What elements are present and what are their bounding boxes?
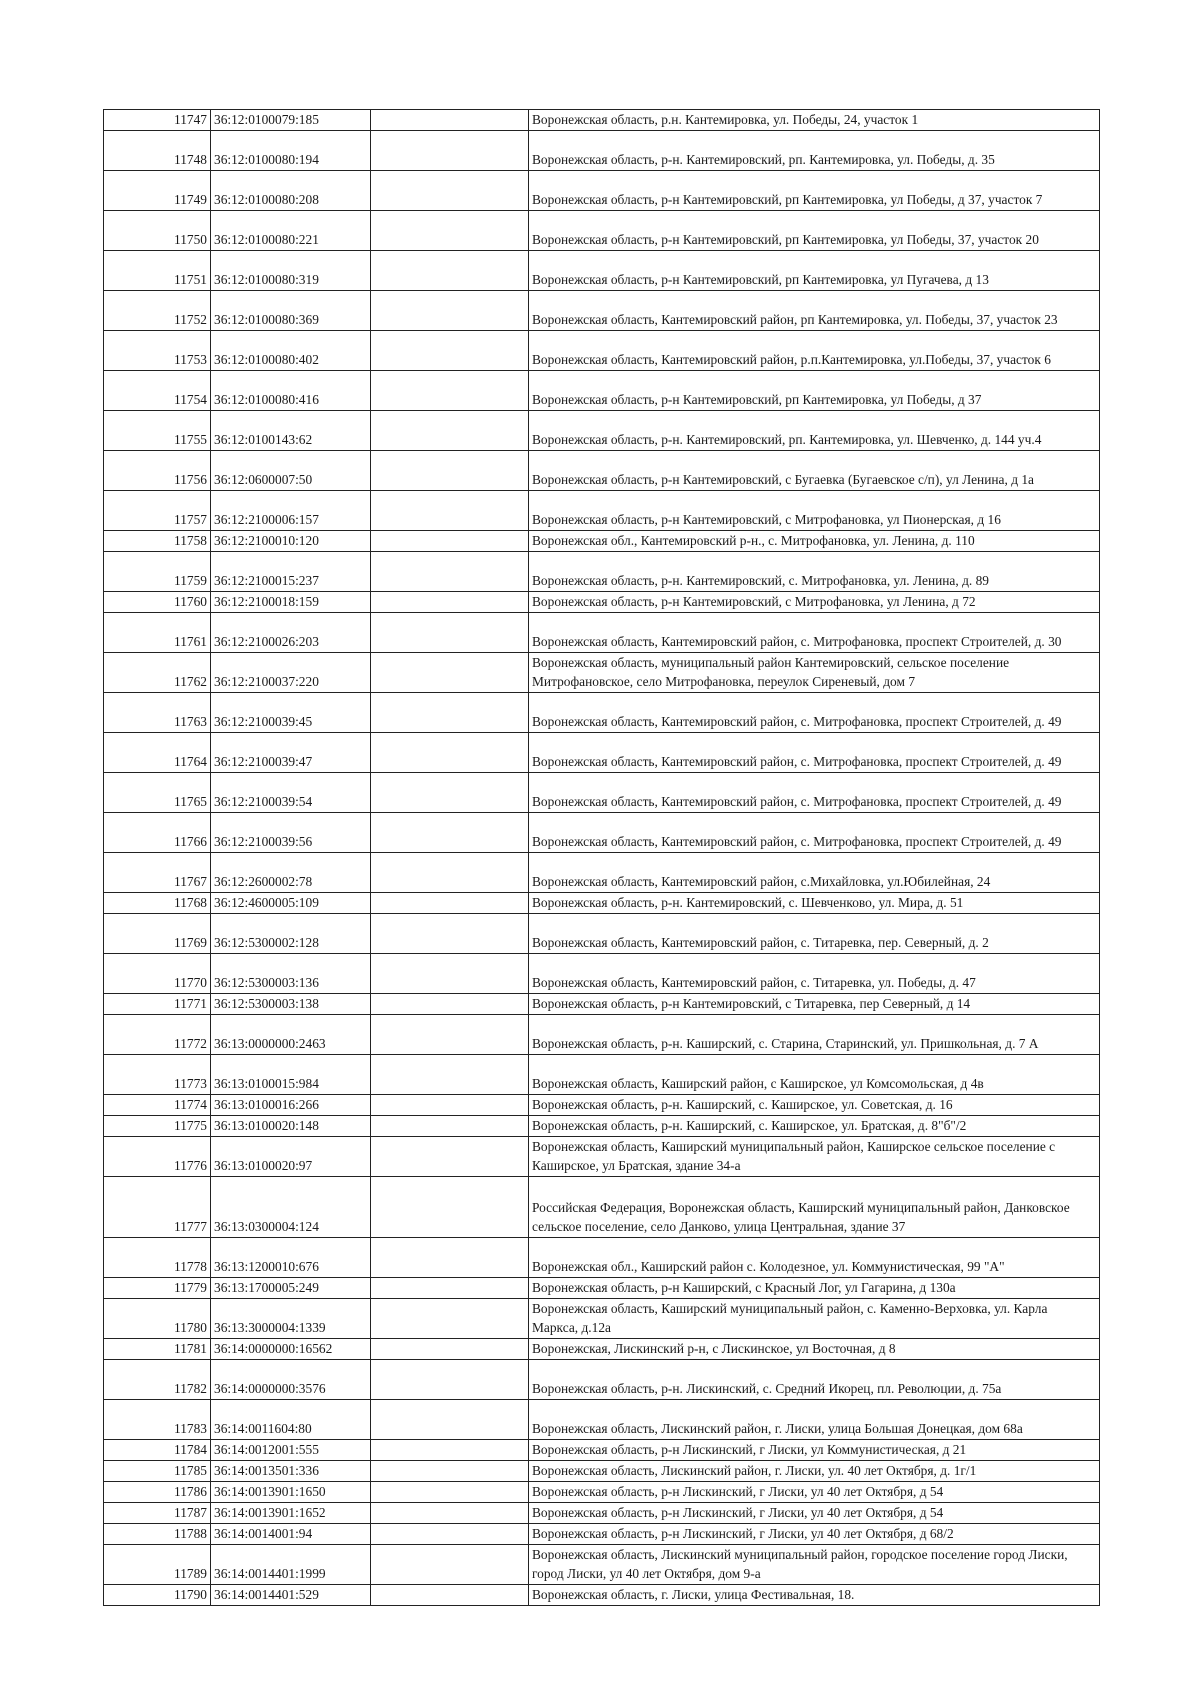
cadastral-number-cell: 36:12:2100018:159 <box>211 592 371 613</box>
empty-cell <box>371 1461 529 1482</box>
address-cell: Воронежская область, р-н Кантемировский, с Бугаевка (Бугаевское с/п), ул Ленина, д 1а <box>529 451 1100 491</box>
cadastral-number-cell: 36:14:0000000:16562 <box>211 1339 371 1360</box>
empty-cell <box>371 451 529 491</box>
cadastral-number-cell: 36:12:5300002:128 <box>211 914 371 954</box>
cadastral-number-cell: 36:12:0100080:369 <box>211 291 371 331</box>
empty-cell <box>371 853 529 893</box>
address-cell: Воронежская область, р-н. Кантемировский, рп. Кантемировка, ул. Победы, д. 35 <box>529 131 1100 171</box>
empty-cell <box>371 1440 529 1461</box>
cadastral-number-cell: 36:13:1700005:249 <box>211 1278 371 1299</box>
row-number-cell: 11747 <box>104 110 211 131</box>
table-row <box>104 1440 1100 1461</box>
cadastral-number-cell: 36:12:0100080:416 <box>211 371 371 411</box>
address-cell: Воронежская область, Лискинский район, г. Лиски, ул. 40 лет Октября, д. 1г/1 <box>529 1461 1100 1482</box>
table-row <box>104 1015 1100 1055</box>
cadastral-number-cell: 36:12:2100039:47 <box>211 733 371 773</box>
row-number-cell: 11759 <box>104 552 211 592</box>
table-row <box>104 954 1100 994</box>
cadastral-number-cell: 36:14:0013901:1650 <box>211 1482 371 1503</box>
row-number-cell: 11762 <box>104 653 211 693</box>
table-row <box>104 110 1100 131</box>
row-number-cell: 11757 <box>104 491 211 531</box>
table-row <box>104 813 1100 853</box>
cadastral-number-cell: 36:13:0300004:124 <box>211 1177 371 1238</box>
row-number-cell: 11767 <box>104 853 211 893</box>
table-row <box>104 211 1100 251</box>
row-number-cell: 11761 <box>104 613 211 653</box>
row-number-cell: 11764 <box>104 733 211 773</box>
row-number-cell: 11748 <box>104 131 211 171</box>
empty-cell <box>371 1339 529 1360</box>
empty-cell <box>371 613 529 653</box>
table-row <box>104 552 1100 592</box>
row-number-cell: 11774 <box>104 1095 211 1116</box>
empty-cell <box>371 1524 529 1545</box>
empty-cell <box>371 1360 529 1400</box>
empty-cell <box>371 994 529 1015</box>
cadastral-number-cell: 36:13:0100020:97 <box>211 1137 371 1177</box>
row-number-cell: 11766 <box>104 813 211 853</box>
table-row <box>104 1503 1100 1524</box>
cadastral-number-cell: 36:14:0014401:1999 <box>211 1545 371 1585</box>
empty-cell <box>371 171 529 211</box>
cadastral-number-cell: 36:13:0100020:148 <box>211 1116 371 1137</box>
table-row <box>104 994 1100 1015</box>
cadastral-number-cell: 36:13:3000004:1339 <box>211 1299 371 1339</box>
row-number-cell: 11765 <box>104 773 211 813</box>
table-row <box>104 1238 1100 1278</box>
empty-cell <box>371 251 529 291</box>
empty-cell <box>371 491 529 531</box>
cadastral-number-cell: 36:12:0100080:221 <box>211 211 371 251</box>
row-number-cell: 11770 <box>104 954 211 994</box>
cadastral-number-cell: 36:12:4600005:109 <box>211 893 371 914</box>
address-cell: Воронежская область, р.н. Кантемировка, ул. Победы, 24, участок 1 <box>529 110 1100 131</box>
table-row <box>104 653 1100 693</box>
address-cell: Воронежская область, р-н Лискинский, г Лиски, ул 40 лет Октября, д 54 <box>529 1503 1100 1524</box>
empty-cell <box>371 592 529 613</box>
address-cell: Воронежская область, р-н. Лискинский, с. Средний Икорец, пл. Революции, д. 75а <box>529 1360 1100 1400</box>
address-cell: Воронежская область, Каширский муниципальный район, с. Каменно-Верховка, ул. Карла Маркса, д.12а <box>529 1299 1100 1339</box>
empty-cell <box>371 1116 529 1137</box>
row-number-cell: 11763 <box>104 693 211 733</box>
row-number-cell: 11788 <box>104 1524 211 1545</box>
empty-cell <box>371 531 529 552</box>
address-cell: Воронежская область, Кантемировский район, рп Кантемировка, ул. Победы, 37, участок 23 <box>529 291 1100 331</box>
table-row <box>104 1482 1100 1503</box>
table-row <box>104 491 1100 531</box>
address-cell: Воронежская область, Кантемировский район, с. Титаревка, ул. Победы, д. 47 <box>529 954 1100 994</box>
address-cell: Воронежская область, р-н Кантемировский, с Митрофановка, ул Ленина, д 72 <box>529 592 1100 613</box>
address-cell: Воронежская область, р-н. Кантемировский, рп. Кантемировка, ул. Шевченко, д. 144 уч.4 <box>529 411 1100 451</box>
address-cell: Воронежская область, р-н Каширский, с Красный Лог, ул Гагарина, д 130а <box>529 1278 1100 1299</box>
cadastral-number-cell: 36:12:0100079:185 <box>211 110 371 131</box>
row-number-cell: 11777 <box>104 1177 211 1238</box>
address-cell: Воронежская обл., Кантемировский р-н., с. Митрофановка, ул. Ленина, д. 110 <box>529 531 1100 552</box>
empty-cell <box>371 291 529 331</box>
cadastral-number-cell: 36:12:2100026:203 <box>211 613 371 653</box>
empty-cell <box>371 1177 529 1238</box>
row-number-cell: 11753 <box>104 331 211 371</box>
cadastral-number-cell: 36:12:0600007:50 <box>211 451 371 491</box>
table-row <box>104 1585 1100 1606</box>
empty-cell <box>371 1503 529 1524</box>
address-cell: Воронежская область, муниципальный район Кантемировский, сельское поселение Митрофановское, село Митрофановка, переулок Сиреневый, дом 7 <box>529 653 1100 693</box>
table-row <box>104 331 1100 371</box>
empty-cell <box>371 1055 529 1095</box>
row-number-cell: 11787 <box>104 1503 211 1524</box>
empty-cell <box>371 1015 529 1055</box>
table-row <box>104 853 1100 893</box>
row-number-cell: 11758 <box>104 531 211 552</box>
empty-cell <box>371 1238 529 1278</box>
table-row <box>104 1545 1100 1585</box>
empty-cell <box>371 1400 529 1440</box>
address-cell: Российская Федерация, Воронежская область, Каширский муниципальный район, Данковское сельское поселение, село Данково, улица Центральная, здание 37 <box>529 1177 1100 1238</box>
empty-cell <box>371 1585 529 1606</box>
row-number-cell: 11779 <box>104 1278 211 1299</box>
address-cell: Воронежская область, Кантемировский район, с. Митрофановка, проспект Строителей, д. 49 <box>529 773 1100 813</box>
table-row <box>104 1524 1100 1545</box>
address-cell: Воронежская область, Кантемировский район, с. Митрофановка, проспект Строителей, д. 49 <box>529 813 1100 853</box>
cadastral-number-cell: 36:14:0013501:336 <box>211 1461 371 1482</box>
address-cell: Воронежская область, Кантемировский район, с. Митрофановка, проспект Строителей, д. 30 <box>529 613 1100 653</box>
empty-cell <box>371 954 529 994</box>
table-row <box>104 1400 1100 1440</box>
cadastral-number-cell: 36:12:0100143:62 <box>211 411 371 451</box>
table-row <box>104 451 1100 491</box>
row-number-cell: 11781 <box>104 1339 211 1360</box>
cadastral-number-cell: 36:13:0000000:2463 <box>211 1015 371 1055</box>
address-cell: Воронежская область, р-н Кантемировский, рп Кантемировка, ул Победы, д 37 <box>529 371 1100 411</box>
cadastral-number-cell: 36:12:2100015:237 <box>211 552 371 592</box>
row-number-cell: 11778 <box>104 1238 211 1278</box>
empty-cell <box>371 1278 529 1299</box>
address-cell: Воронежская область, р-н Лискинский, г Лиски, ул Коммунистическая, д 21 <box>529 1440 1100 1461</box>
row-number-cell: 11752 <box>104 291 211 331</box>
empty-cell <box>371 733 529 773</box>
row-number-cell: 11786 <box>104 1482 211 1503</box>
table-row <box>104 592 1100 613</box>
table-row <box>104 693 1100 733</box>
row-number-cell: 11776 <box>104 1137 211 1177</box>
address-cell: Воронежская область, р-н. Каширский, с. Каширское, ул. Братская, д. 8"б"/2 <box>529 1116 1100 1137</box>
table-row <box>104 1095 1100 1116</box>
table-row <box>104 1177 1100 1238</box>
table-row <box>104 613 1100 653</box>
table-row <box>104 291 1100 331</box>
row-number-cell: 11771 <box>104 994 211 1015</box>
cadastral-number-cell: 36:12:2100010:120 <box>211 531 371 552</box>
empty-cell <box>371 893 529 914</box>
table-row <box>104 1360 1100 1400</box>
empty-cell <box>371 131 529 171</box>
table-row <box>104 171 1100 211</box>
address-cell: Воронежская область, р-н Кантемировский, с Митрофановка, ул Пионерская, д 16 <box>529 491 1100 531</box>
cadastral-number-cell: 36:12:2600002:78 <box>211 853 371 893</box>
cadastral-number-cell: 36:13:1200010:676 <box>211 1238 371 1278</box>
empty-cell <box>371 552 529 592</box>
cadastral-number-cell: 36:12:0100080:208 <box>211 171 371 211</box>
address-cell: Воронежская область, р-н Кантемировский, рп Кантемировка, ул Победы, д 37, участок 7 <box>529 171 1100 211</box>
address-cell: Воронежская область, р-н. Кантемировский, с. Митрофановка, ул. Ленина, д. 89 <box>529 552 1100 592</box>
address-cell: Воронежская область, р-н Кантемировский, с Титаревка, пер Северный, д 14 <box>529 994 1100 1015</box>
address-cell: Воронежская область, р-н Лискинский, г Лиски, ул 40 лет Октября, д 68/2 <box>529 1524 1100 1545</box>
cadastral-number-cell: 36:12:2100006:157 <box>211 491 371 531</box>
cadastral-number-cell: 36:14:0014401:529 <box>211 1585 371 1606</box>
empty-cell <box>371 653 529 693</box>
row-number-cell: 11784 <box>104 1440 211 1461</box>
empty-cell <box>371 1095 529 1116</box>
row-number-cell: 11772 <box>104 1015 211 1055</box>
cadastral-number-cell: 36:12:0100080:194 <box>211 131 371 171</box>
table-row <box>104 531 1100 552</box>
table-row <box>104 1339 1100 1360</box>
table-row <box>104 411 1100 451</box>
empty-cell <box>371 211 529 251</box>
table-row <box>104 1461 1100 1482</box>
row-number-cell: 11749 <box>104 171 211 211</box>
row-number-cell: 11754 <box>104 371 211 411</box>
table-row <box>104 733 1100 773</box>
address-cell: Воронежская область, р-н Лискинский, г Лиски, ул 40 лет Октября, д 54 <box>529 1482 1100 1503</box>
cadastral-number-cell: 36:12:2100039:54 <box>211 773 371 813</box>
row-number-cell: 11750 <box>104 211 211 251</box>
address-cell: Воронежская область, г. Лиски, улица Фестивальная, 18. <box>529 1585 1100 1606</box>
cadastral-number-cell: 36:14:0011604:80 <box>211 1400 371 1440</box>
row-number-cell: 11756 <box>104 451 211 491</box>
empty-cell <box>371 693 529 733</box>
row-number-cell: 11751 <box>104 251 211 291</box>
row-number-cell: 11760 <box>104 592 211 613</box>
cadastral-number-cell: 36:14:0000000:3576 <box>211 1360 371 1400</box>
table-row <box>104 1137 1100 1177</box>
address-cell: Воронежская область, р-н. Каширский, с. Каширское, ул. Советская, д. 16 <box>529 1095 1100 1116</box>
address-cell: Воронежская область, Кантемировский район, с. Титаревка, пер. Северный, д. 2 <box>529 914 1100 954</box>
cadastral-number-cell: 36:12:0100080:319 <box>211 251 371 291</box>
empty-cell <box>371 1482 529 1503</box>
address-cell: Воронежская область, р-н Кантемировский, рп Кантемировка, ул Победы, 37, участок 20 <box>529 211 1100 251</box>
address-cell: Воронежская область, Кантемировский район, р.п.Кантемировка, ул.Победы, 37, участок 6 <box>529 331 1100 371</box>
cadastral-number-cell: 36:13:0100016:266 <box>211 1095 371 1116</box>
row-number-cell: 11769 <box>104 914 211 954</box>
empty-cell <box>371 110 529 131</box>
address-cell: Воронежская область, р-н. Каширский, с. Старина, Старинский, ул. Пришкольная, д. 7 А <box>529 1015 1100 1055</box>
registry-table <box>103 109 1100 1606</box>
table-row <box>104 773 1100 813</box>
row-number-cell: 11773 <box>104 1055 211 1095</box>
address-cell: Воронежская область, Каширский район, с Каширское, ул Комсомольская, д 4в <box>529 1055 1100 1095</box>
row-number-cell: 11755 <box>104 411 211 451</box>
address-cell: Воронежская, Лискинский р-н, с Лискинское, ул Восточная, д 8 <box>529 1339 1100 1360</box>
table-row <box>104 1055 1100 1095</box>
empty-cell <box>371 773 529 813</box>
address-cell: Воронежская область, Лискинский район, г. Лиски, улица Большая Донецкая, дом 68а <box>529 1400 1100 1440</box>
row-number-cell: 11785 <box>104 1461 211 1482</box>
table-row <box>104 1116 1100 1137</box>
cadastral-number-cell: 36:12:0100080:402 <box>211 331 371 371</box>
address-cell: Воронежская область, Лискинский муниципальный район, городское поселение город Лиски, город Лиски, ул 40 лет Октября, дом 9-а <box>529 1545 1100 1585</box>
cadastral-number-cell: 36:12:2100039:45 <box>211 693 371 733</box>
address-cell: Воронежская область, Каширский муниципальный район, Каширское сельское поселение с Каширское, ул Братская, здание 34-а <box>529 1137 1100 1177</box>
cadastral-number-cell: 36:12:5300003:138 <box>211 994 371 1015</box>
address-cell: Воронежская обл., Каширский район с. Колодезное, ул. Коммунистическая, 99 "А" <box>529 1238 1100 1278</box>
cadastral-number-cell: 36:12:2100037:220 <box>211 653 371 693</box>
row-number-cell: 11782 <box>104 1360 211 1400</box>
address-cell: Воронежская область, Кантемировский район, с. Митрофановка, проспект Строителей, д. 49 <box>529 733 1100 773</box>
address-cell: Воронежская область, р-н Кантемировский, рп Кантемировка, ул Пугачева, д 13 <box>529 251 1100 291</box>
empty-cell <box>371 813 529 853</box>
empty-cell <box>371 411 529 451</box>
cadastral-number-cell: 36:12:2100039:56 <box>211 813 371 853</box>
table-row <box>104 371 1100 411</box>
address-cell: Воронежская область, Кантемировский район, с.Михайловка, ул.Юбилейная, 24 <box>529 853 1100 893</box>
table-row <box>104 131 1100 171</box>
row-number-cell: 11780 <box>104 1299 211 1339</box>
table-row <box>104 251 1100 291</box>
cadastral-number-cell: 36:14:0013901:1652 <box>211 1503 371 1524</box>
empty-cell <box>371 1545 529 1585</box>
empty-cell <box>371 331 529 371</box>
address-cell: Воронежская область, Кантемировский район, с. Митрофановка, проспект Строителей, д. 49 <box>529 693 1100 733</box>
cadastral-number-cell: 36:13:0100015:984 <box>211 1055 371 1095</box>
cadastral-number-cell: 36:12:5300003:136 <box>211 954 371 994</box>
table-row <box>104 1278 1100 1299</box>
row-number-cell: 11775 <box>104 1116 211 1137</box>
table-row <box>104 893 1100 914</box>
empty-cell <box>371 1299 529 1339</box>
empty-cell <box>371 914 529 954</box>
empty-cell <box>371 1137 529 1177</box>
address-cell: Воронежская область, р-н. Кантемировский, с. Шевченково, ул. Мира, д. 51 <box>529 893 1100 914</box>
row-number-cell: 11783 <box>104 1400 211 1440</box>
empty-cell <box>371 371 529 411</box>
row-number-cell: 11768 <box>104 893 211 914</box>
cadastral-number-cell: 36:14:0014001:94 <box>211 1524 371 1545</box>
table-row <box>104 914 1100 954</box>
table-row <box>104 1299 1100 1339</box>
cadastral-number-cell: 36:14:0012001:555 <box>211 1440 371 1461</box>
registry-table-body <box>104 110 1100 1606</box>
row-number-cell: 11789 <box>104 1545 211 1585</box>
row-number-cell: 11790 <box>104 1585 211 1606</box>
